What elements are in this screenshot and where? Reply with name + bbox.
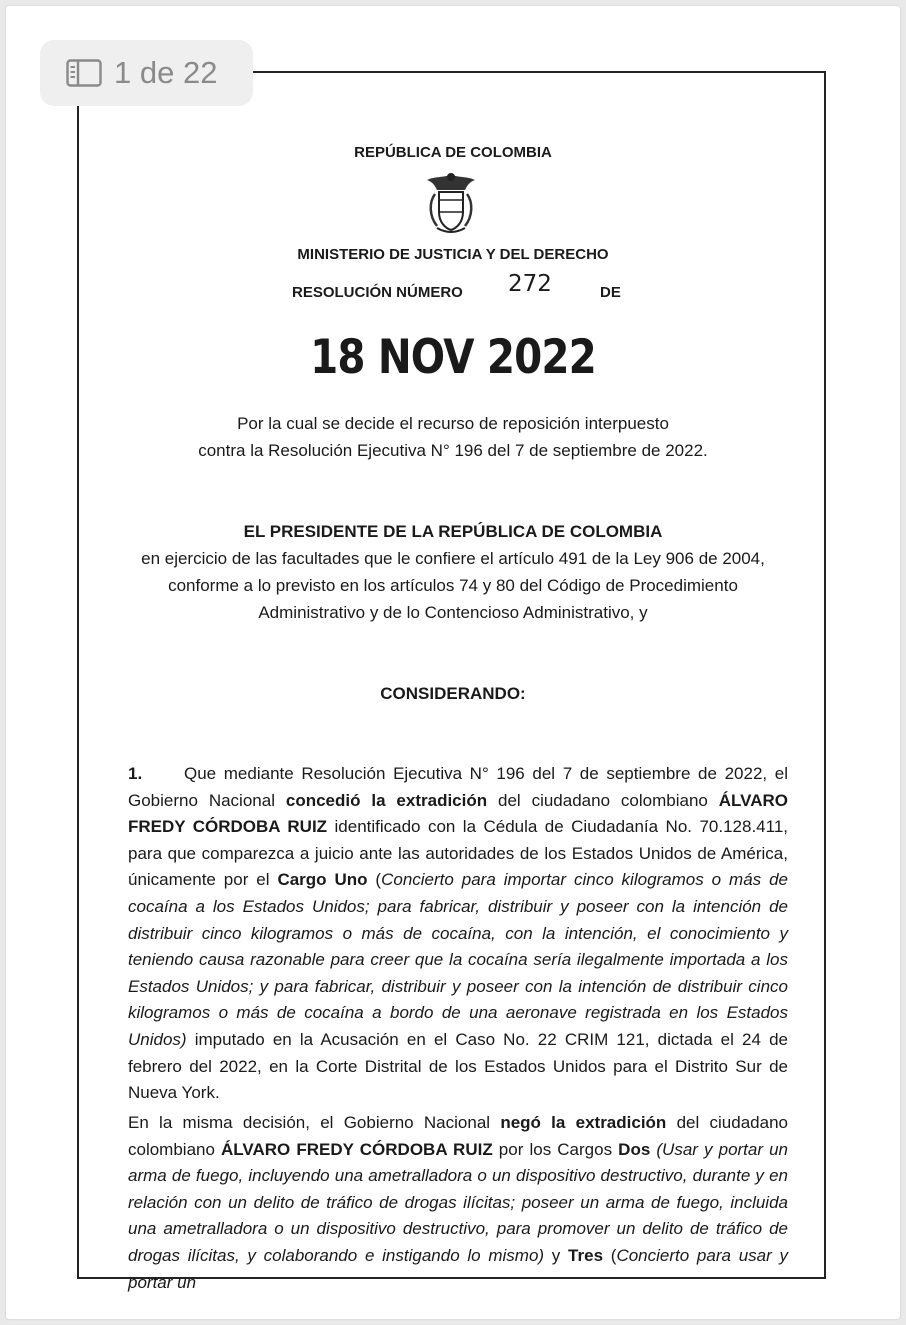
page-layout-icon: [66, 59, 102, 87]
authority-line-3: Administrativo y de lo Contencioso Administrativo, y: [258, 603, 648, 622]
text-run: por los Cargos: [492, 1139, 619, 1159]
coat-of-arms-icon: [415, 168, 487, 240]
bold-run: negó la extradición: [500, 1113, 667, 1132]
text-run: del ciudadano colombiano: [128, 1113, 788, 1159]
resolution-date: 18 NOV 2022: [310, 330, 596, 385]
authority-title: EL PRESIDENTE DE LA REPÚBLICA DE COLOMBIA: [243, 522, 663, 541]
paragraph-number: 1.: [128, 764, 143, 783]
text-run: Que mediante Resolución Ejecutiva N° 196 del 7 de septiembre de 2022, el Gobierno Nacional: [128, 764, 788, 810]
paragraph-1: [128, 761, 788, 1107]
text-run: En la misma decisión, el Gobierno Nacional: [128, 1113, 501, 1132]
italic-run: Concierto para usar y portar un: [128, 1245, 788, 1292]
text-run: imputado en la Acusación en el Caso No. 22 CRIM 121, dictada el 24 de febrero del 2022, en la Corte Distrital de los Estados Unidos para el Distrito Sur de Nueva York.: [128, 1029, 788, 1103]
de-label: DE: [600, 284, 621, 301]
authority-line-2: conforme a lo previsto en los artículos 74 y 80 del Código de Procedimiento: [168, 576, 738, 595]
page-indicator[interactable]: [40, 40, 253, 106]
bold-run: Dos: [618, 1139, 651, 1159]
text-run: identificado con la Cédula de Ciudadanía No. 70.128.411, para que comparezca a juicio ante las autoridades de los Estados Unidos de América, únicamente por el: [128, 817, 788, 890]
subject-line-1: Por la cual se decide el recurso de reposición interpuesto: [237, 414, 669, 433]
bold-run: ÁLVARO FREDY CÓRDOBA RUIZ: [221, 1139, 493, 1159]
text-run: (: [603, 1245, 617, 1265]
text-run: del ciudadano colombiano: [487, 790, 719, 810]
resolution-label: RESOLUCIÓN NÚMERO: [292, 284, 463, 301]
text-run: y: [544, 1245, 569, 1265]
italic-run: Concierto para importar cinco kilogramos o más de cocaína a los Estados Unidos; para fabricar, distribuir y poseer con la intención de distribuir cinco kilogramos o más de cocaína, con la intención, el conocimiento y teniendo causa razonable para creer que la cocaína sería ilegalmente importada a los Estados Unidos; y para fabricar, distribuir y poseer con la intención de distribuir cinco kilogramos o más de cocaína a bordo de una aeronave registrada en los Estados Unidos): [128, 870, 788, 1049]
italic-run: (Usar y portar un arma de fuego, incluyendo una ametralladora o un dispositivo destructivo, durante y en relación con un delito de tráfico de drogas ilícitas; poseer un arma de fuego, incluida una ametralladora o un dispositivo destructivo, para promover un delito de tráfico de drogas ilícitas, y colaborando e instigando lo mismo): [128, 1139, 789, 1265]
subject-line-2: contra la Resolución Ejecutiva N° 196 del 7 de septiembre de 2022.: [198, 441, 708, 460]
page-indicator-label: 1 de 22: [114, 55, 218, 90]
bold-run: ÁLVARO FREDY CÓRDOBA RUIZ: [128, 790, 789, 837]
ministry-heading: MINISTERIO DE JUSTICIA Y DEL DERECHO: [297, 246, 609, 263]
text-run: (: [367, 870, 382, 890]
resolution-number: 272: [508, 271, 552, 297]
considerando-heading: CONSIDERANDO:: [380, 684, 526, 703]
bold-run: Tres: [568, 1245, 604, 1265]
bold-run: Cargo Uno: [277, 870, 368, 890]
authority-line-1: en ejercicio de las facultades que le confiere el artículo 491 de la Ley 906 de 2004,: [141, 549, 765, 568]
paragraph-2: [128, 1110, 788, 1296]
bold-run: concedió la extradición: [285, 790, 488, 810]
country-heading: REPÚBLICA DE COLOMBIA: [354, 144, 552, 161]
